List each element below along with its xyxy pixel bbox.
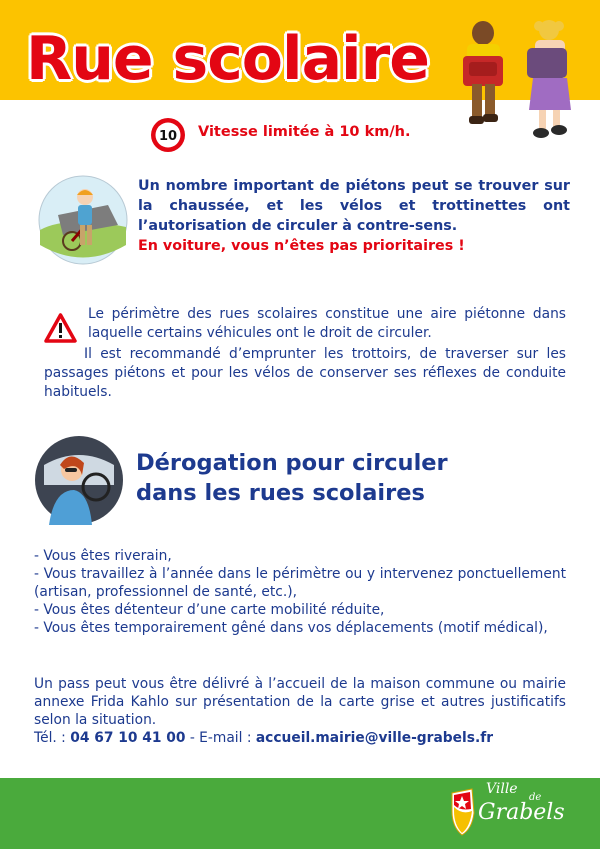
logo-de-text: de <box>529 792 542 803</box>
children-illustration <box>455 18 595 146</box>
derogation-title-line-1: Dérogation pour circuler <box>136 450 448 476</box>
derogation-title-line-2: dans les rues scolaires <box>136 480 425 506</box>
list-item: - Vous êtes détenteur d’une carte mobilité réduite, <box>34 602 385 618</box>
driver-illustration <box>34 435 124 525</box>
contact-line <box>34 729 574 747</box>
intro-block <box>138 176 570 256</box>
page-title: Rue scolaire <box>26 24 429 94</box>
email-label: - E-mail : <box>185 730 256 746</box>
pass-paragraph: Un pass peut vous être délivré à l’accueil de la maison commune ou mairie annexe Frida Kahlo sur présentation de la carte grise et autres justificatifs selon la situation. <box>34 676 566 728</box>
intro-text: Un nombre important de piétons peut se trouver sur la chaussée, et les vélos et trottinettes ont l’autorisation de circuler à contre-sens. <box>138 178 570 234</box>
speed-sign-number: 10 <box>158 129 178 144</box>
intro-warning: En voiture, vous n’êtes pas prioritaires ! <box>138 238 465 254</box>
logo-grabels-text: Grabels <box>478 800 565 825</box>
logo-ville-text: Ville <box>486 781 518 797</box>
email-link[interactable]: accueil.mairie@ville-grabels.fr <box>255 730 494 746</box>
list-item: - Vous travaillez à l’année dans le périmètre ou y intervenez ponctuellement (artisan, professionnel de santé, etc.), <box>34 566 566 600</box>
derogation-list <box>34 547 566 637</box>
perimeter-paragraph-2: Il est recommandé d’emprunter les trottoirs, de traverser sur les passages piétons et pour les vélos de conserver ses réflexes de conduite habituels. <box>44 346 566 400</box>
phone-number[interactable]: 04 67 10 41 00 <box>70 730 186 746</box>
perimeter-paragraph-1: Le périmètre des rues scolaires constitue une aire piétonne dans laquelle certains véhicules ont le droit de circuler. <box>88 306 566 341</box>
speed-limit-sign-icon <box>150 117 186 153</box>
tel-label: Tél. : <box>34 730 71 746</box>
cyclist-illustration <box>38 175 128 265</box>
warning-triangle-icon <box>44 313 77 343</box>
speed-limit-text: Vitesse limitée à 10 km/h. <box>198 124 411 140</box>
list-item: - Vous êtes riverain, <box>34 548 172 564</box>
derogation-title <box>136 448 576 508</box>
list-item: - Vous êtes temporairement gêné dans vos déplacements (motif médical), <box>34 620 548 636</box>
